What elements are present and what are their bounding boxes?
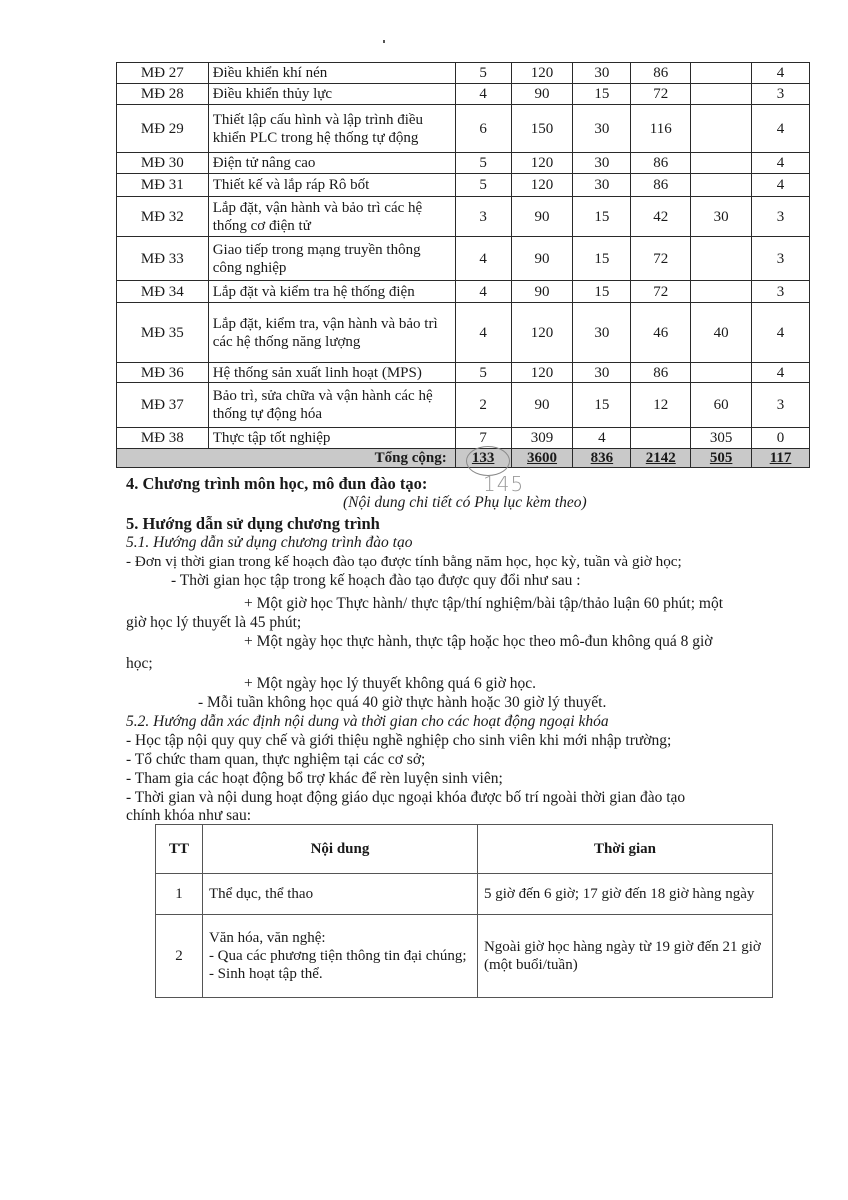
module-code: MĐ 31 <box>117 174 209 197</box>
scan-speck <box>383 40 385 43</box>
module-total-hours: 90 <box>511 84 573 105</box>
module-theory-hours: 30 <box>573 63 631 84</box>
text-line: + Một ngày học thực hành, thực tập hoặc học theo mô-đun không quá 8 giờ <box>244 633 713 650</box>
text-line: + Một ngày học lý thuyết không quá 6 giờ học. <box>244 675 537 692</box>
module-extra-hours: 60 <box>691 383 752 428</box>
module-credits: 4 <box>455 84 511 105</box>
module-name: Điện tử nâng cao <box>208 153 455 174</box>
curriculum-table-body <box>117 63 810 468</box>
total-extra: 505 <box>691 449 752 468</box>
row-time: 5 giờ đến 6 giờ; 17 giờ đến 18 giờ hàng ngày <box>477 874 772 915</box>
module-name: Điều khiển khí nén <box>208 63 455 84</box>
module-extra-hours <box>691 281 752 303</box>
module-total-hours: 120 <box>511 63 573 84</box>
total-label: Tổng cộng: <box>117 449 456 468</box>
module-credits: 2 <box>455 383 511 428</box>
module-code: MĐ 27 <box>117 63 209 84</box>
module-exam-hours: 4 <box>752 303 810 363</box>
module-theory-hours: 15 <box>573 383 631 428</box>
module-credits: 4 <box>455 303 511 363</box>
activities-table <box>155 824 773 998</box>
module-theory-hours: 15 <box>573 237 631 281</box>
module-exam-hours: 4 <box>752 105 810 153</box>
module-code: MĐ 32 <box>117 197 209 237</box>
header-time: Thời gian <box>477 825 772 874</box>
module-total-hours: 90 <box>511 281 573 303</box>
module-extra-hours <box>691 174 752 197</box>
activities-row <box>156 915 773 998</box>
text-line: giờ học lý thuyết là 45 phút; <box>126 614 302 631</box>
module-code: MĐ 37 <box>117 383 209 428</box>
module-total-hours: 120 <box>511 303 573 363</box>
module-exam-hours: 4 <box>752 174 810 197</box>
module-theory-hours: 4 <box>573 428 631 449</box>
module-row <box>117 428 810 449</box>
module-total-hours: 90 <box>511 197 573 237</box>
module-practice-hours: 86 <box>631 363 691 383</box>
module-exam-hours: 4 <box>752 153 810 174</box>
module-extra-hours <box>691 63 752 84</box>
content-line: - Sinh hoạt tập thể. <box>208 966 323 982</box>
section-4-heading: 4. Chương trình môn học, mô đun đào tạo: <box>126 474 428 493</box>
text-line: - Thời gian và nội dung hoạt động giáo dục ngoại khóa được bố trí ngoài thời gian đào tạo <box>126 789 686 806</box>
module-practice-hours: 86 <box>631 153 691 174</box>
row-content: Thể dục, thể thao <box>202 874 477 915</box>
module-extra-hours <box>691 363 752 383</box>
text-line: - Tham gia các hoạt động bổ trợ khác để rèn luyện sinh viên; <box>126 770 503 787</box>
module-practice-hours <box>631 428 691 449</box>
module-extra-hours <box>691 153 752 174</box>
module-credits: 5 <box>455 63 511 84</box>
text-line: - Thời gian học tập trong kế hoạch đào tạo được quy đổi như sau : <box>171 572 581 589</box>
module-practice-hours: 72 <box>631 84 691 105</box>
module-name: Thiết lập cấu hình và lập trình điều khiển PLC trong hệ thống tự động <box>208 105 455 153</box>
module-extra-hours <box>691 105 752 153</box>
module-row <box>117 383 810 428</box>
module-theory-hours: 30 <box>573 363 631 383</box>
module-credits: 7 <box>455 428 511 449</box>
module-row <box>117 237 810 281</box>
module-theory-hours: 30 <box>573 105 631 153</box>
section-4-note: (Nội dung chi tiết có Phụ lục kèm theo) <box>343 494 587 511</box>
module-extra-hours: 40 <box>691 303 752 363</box>
module-row <box>117 281 810 303</box>
module-extra-hours <box>691 237 752 281</box>
module-credits: 3 <box>455 197 511 237</box>
module-theory-hours: 30 <box>573 153 631 174</box>
total-hours: 3600 <box>511 449 573 468</box>
module-code: MĐ 38 <box>117 428 209 449</box>
total-exam: 117 <box>752 449 810 468</box>
text-line: - Học tập nội quy quy chế và giới thiệu nghề nghiệp cho sinh viên khi mới nhập trường; <box>126 732 672 749</box>
row-content <box>202 915 477 998</box>
module-code: MĐ 30 <box>117 153 209 174</box>
module-code: MĐ 33 <box>117 237 209 281</box>
module-practice-hours: 42 <box>631 197 691 237</box>
module-practice-hours: 46 <box>631 303 691 363</box>
total-row <box>117 449 810 468</box>
module-total-hours: 120 <box>511 174 573 197</box>
row-time: Ngoài giờ học hàng ngày từ 19 giờ đến 21 giờ (một buổi/tuần) <box>477 915 772 998</box>
module-exam-hours: 4 <box>752 63 810 84</box>
module-practice-hours: 72 <box>631 281 691 303</box>
header-content: Nội dung <box>202 825 477 874</box>
module-code: MĐ 29 <box>117 105 209 153</box>
activities-header-row <box>156 825 773 874</box>
module-row <box>117 303 810 363</box>
module-row <box>117 84 810 105</box>
module-practice-hours: 72 <box>631 237 691 281</box>
module-credits: 4 <box>455 237 511 281</box>
module-practice-hours: 86 <box>631 174 691 197</box>
module-total-hours: 150 <box>511 105 573 153</box>
module-name: Lắp đặt, kiểm tra, vận hành và bảo trì các hệ thống năng lượng <box>208 303 455 363</box>
text-line: - Mỗi tuần không học quá 40 giờ thực hành hoặc 30 giờ lý thuyết. <box>198 694 607 711</box>
module-total-hours: 120 <box>511 363 573 383</box>
module-credits: 5 <box>455 174 511 197</box>
module-theory-hours: 30 <box>573 174 631 197</box>
module-practice-hours: 12 <box>631 383 691 428</box>
module-exam-hours: 3 <box>752 84 810 105</box>
module-row <box>117 105 810 153</box>
module-exam-hours: 3 <box>752 383 810 428</box>
module-name: Thực tập tốt nghiệp <box>208 428 455 449</box>
activities-row <box>156 874 773 915</box>
module-name: Điều khiển thủy lực <box>208 84 455 105</box>
module-credits: 4 <box>455 281 511 303</box>
module-code: MĐ 34 <box>117 281 209 303</box>
total-credits: 133 <box>455 449 511 468</box>
module-exam-hours: 4 <box>752 363 810 383</box>
section-5-1-heading: 5.1. Hướng dẫn sử dụng chương trình đào tạo <box>126 534 413 551</box>
module-name: Hệ thống sản xuất linh hoạt (MPS) <box>208 363 455 383</box>
module-theory-hours: 15 <box>573 84 631 105</box>
text-line: chính khóa như sau: <box>126 807 252 824</box>
module-total-hours: 90 <box>511 383 573 428</box>
module-exam-hours: 3 <box>752 197 810 237</box>
module-practice-hours: 116 <box>631 105 691 153</box>
module-credits: 5 <box>455 153 511 174</box>
handwritten-note: 145 <box>483 472 525 496</box>
module-exam-hours: 3 <box>752 281 810 303</box>
module-total-hours: 90 <box>511 237 573 281</box>
content-line: - Qua các phương tiện thông tin đại chúng; <box>208 948 467 964</box>
module-code: MĐ 28 <box>117 84 209 105</box>
module-name: Giao tiếp trong mạng truyền thông công nghiệp <box>208 237 455 281</box>
module-extra-hours: 305 <box>691 428 752 449</box>
module-theory-hours: 30 <box>573 303 631 363</box>
module-extra-hours <box>691 84 752 105</box>
content-line: Văn hóa, văn nghệ: <box>208 930 326 946</box>
module-row <box>117 197 810 237</box>
module-code: MĐ 36 <box>117 363 209 383</box>
text-line: - Đơn vị thời gian trong kế hoạch đào tạo được tính bằng năm học, học kỳ, tuần và giờ học; <box>126 553 682 570</box>
module-total-hours: 309 <box>511 428 573 449</box>
module-row <box>117 153 810 174</box>
module-theory-hours: 15 <box>573 197 631 237</box>
section-5-heading: 5. Hướng dẫn sử dụng chương trình <box>126 514 380 533</box>
module-code: MĐ 35 <box>117 303 209 363</box>
module-exam-hours: 0 <box>752 428 810 449</box>
header-tt: TT <box>156 825 203 874</box>
module-name: Lắp đặt, vận hành và bảo trì các hệ thống cơ điện tử <box>208 197 455 237</box>
text-line: - Tổ chức tham quan, thực nghiệm tại các cơ sở; <box>126 751 426 768</box>
total-practice: 2142 <box>631 449 691 468</box>
total-theory: 836 <box>573 449 631 468</box>
text-line: học; <box>126 655 153 672</box>
module-credits: 5 <box>455 363 511 383</box>
module-row <box>117 363 810 383</box>
module-name: Thiết kế và lắp ráp Rô bốt <box>208 174 455 197</box>
module-name: Bảo trì, sửa chữa và vận hành các hệ thống tự động hóa <box>208 383 455 428</box>
module-name: Lắp đặt và kiểm tra hệ thống điện <box>208 281 455 303</box>
module-practice-hours: 86 <box>631 63 691 84</box>
section-5-2-heading: 5.2. Hướng dẫn xác định nội dung và thời gian cho các hoạt động ngoại khóa <box>126 713 609 730</box>
curriculum-table <box>116 62 810 468</box>
module-theory-hours: 15 <box>573 281 631 303</box>
text-line: + Một giờ học Thực hành/ thực tập/thí nghiệm/bài tập/thảo luận 60 phút; một <box>244 595 724 612</box>
module-credits: 6 <box>455 105 511 153</box>
module-row <box>117 63 810 84</box>
module-exam-hours: 3 <box>752 237 810 281</box>
module-total-hours: 120 <box>511 153 573 174</box>
row-number: 1 <box>156 874 203 915</box>
module-row <box>117 174 810 197</box>
module-extra-hours: 30 <box>691 197 752 237</box>
row-number: 2 <box>156 915 203 998</box>
